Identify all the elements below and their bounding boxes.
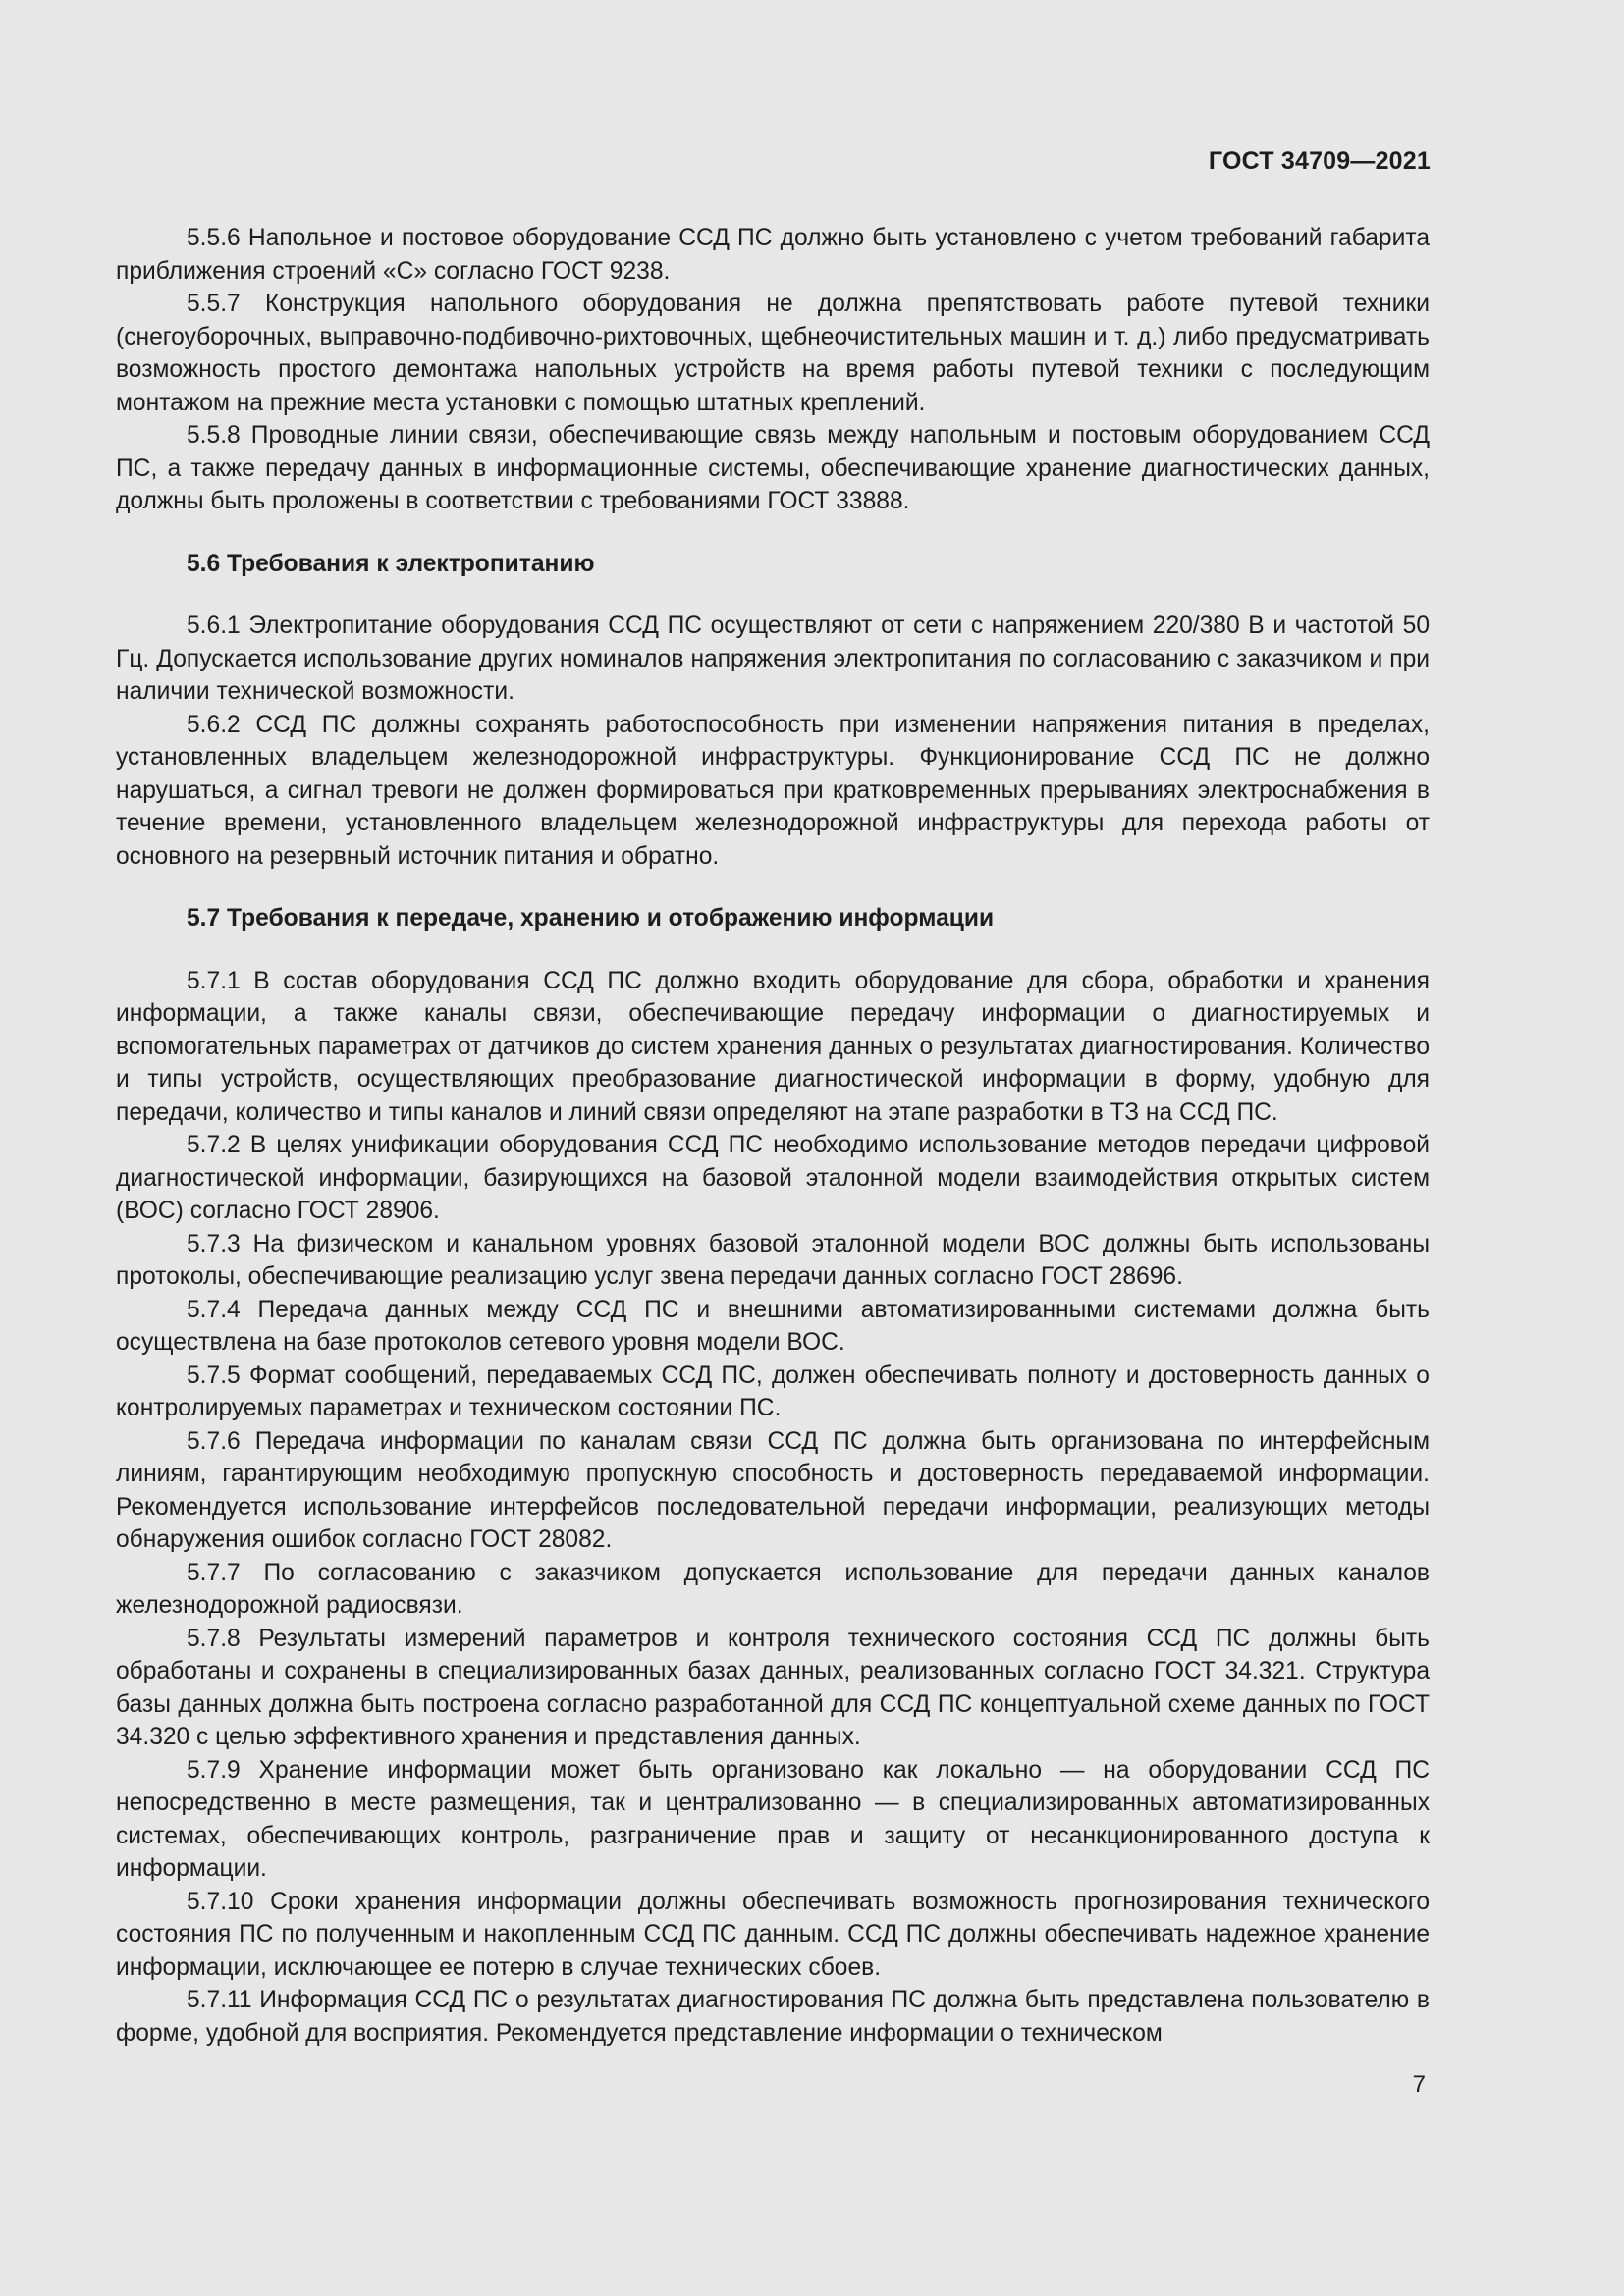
paragraph-5-6-1: 5.6.1 Электропитание оборудования ССД ПС осуществляют от сети с напряжением 220/380 В и частотой 50 Гц. Допускается использование других номиналов напряжения электропитания по согласованию с заказчиком и при наличии технической возможности. [116, 613, 1430, 705]
paragraph-5-7-2: 5.7.2 В целях унификации оборудования ССД ПС необходимо использование методов передачи цифровой диагностической информации, базирующихся на базовой эталонной модели взаимодействия открытых систем (ВОС) согласно ГОСТ 28906. [116, 1132, 1430, 1224]
paragraph-5-7-1: 5.7.1 В состав оборудования ССД ПС должно входить оборудование для сбора, обработки и хранения информации, а также каналы связи, обеспечивающие передачу информации о диагностируемых и вспомогательных параметрах от датчиков до систем хранения данных о результатах диагностирования. Количество и типы устройств, осуществляющих преобразование диагностической информации в форму, удобную для передачи, количество и типы каналов и линий связи определяют на этапе разработки в ТЗ на ССД ПС. [116, 967, 1430, 1126]
section-heading-5-6: 5.6 Требования к электропитанию [187, 550, 595, 577]
document-code: ГОСТ 34709—2021 [1208, 147, 1431, 175]
document-body [116, 222, 1430, 2050]
paragraph-5-7-5: 5.7.5 Формат сообщений, передаваемых ССД ПС, должен обеспечивать полноту и достоверность данных о контролируемых параметрах и техническом состоянии ПС. [116, 1362, 1430, 1421]
paragraph-5-7-4: 5.7.4 Передача данных между ССД ПС и внешними автоматизированными системами должна быть осуществлена на базе протоколов сетевого уровня модели ВОС. [116, 1296, 1430, 1356]
paragraph-5-5-8: 5.5.8 Проводные линии связи, обеспечивающие связь между напольным и постовым оборудованием ССД ПС, а также передачу данных в информационные системы, обеспечивающие хранение диагностических данных, должны быть проложены в соответствии с требованиями ГОСТ 33888. [116, 422, 1430, 514]
paragraph-5-7-7: 5.7.7 По согласованию с заказчиком допускается использование для передачи данных каналов железнодорожной радиосвязи. [116, 1559, 1430, 1619]
paragraph-5-5-6: 5.5.6 Напольное и постовое оборудование ССД ПС должно быть установлено с учетом требований габарита приближения строений «С» согласно ГОСТ 9238. [116, 225, 1430, 285]
paragraph-5-7-9: 5.7.9 Хранение информации может быть организовано как локально — на оборудовании ССД ПС непосредственно в месте размещения, так и централизованно — в специализированных автоматизированных системах, обеспечивающих контроль, разграничение прав и защиту от несанкционированного доступа к информации. [116, 1756, 1430, 1882]
paragraph-5-7-11: 5.7.11 Информация ССД ПС о результатах диагностирования ПС должна быть представлена пользователю в форме, удобной для восприятия. Рекомендуется представление информации о техническом [116, 1987, 1430, 2047]
paragraph-5-6-2: 5.6.2 ССД ПС должны сохранять работоспособность при изменении напряжения питания в пределах, установленных владельцем железнодорожной инфраструктуры. Функционирование ССД ПС не должно нарушаться, а сигнал тревоги не должен формироваться при кратковременных прерываниях электроснабжения в течение времени, установленного владельцем железнодорожной инфраструктуры для перехода работы от основного на резервный источник питания и обратно. [116, 711, 1430, 870]
paragraph-5-7-6: 5.7.6 Передача информации по каналам связи ССД ПС должна быть организована по интерфейсным линиям, гарантирующим необходимую пропускную способность и достоверность передаваемой информации. Рекомендуется использование интерфейсов последовательной передачи информации, реализующих методы обнаружения ошибок согласно ГОСТ 28082. [116, 1427, 1430, 1553]
section-heading-5-7: 5.7 Требования к передаче, хранению и отображению информации [187, 905, 995, 932]
paragraph-5-5-7: 5.5.7 Конструкция напольного оборудования не должна препятствовать работе путевой техники (снегоуборочных, выправочно-подбивочно-рихтовочных, щебнеочистительных машин и т. д.) либо предусматривать возможность простого демонтажа напольных устройств на время работы путевой техники с последующим монтажом на прежние места установки с помощью штатных креплений. [116, 291, 1430, 416]
paragraph-5-7-10: 5.7.10 Сроки хранения информации должны обеспечивать возможность прогнозирования технического состояния ПС по полученным и накопленным ССД ПС данным. ССД ПС должны обеспечивать надежное хранение информации, исключающее ее потерю в случае технических сбоев. [116, 1888, 1430, 1981]
paragraph-5-7-8: 5.7.8 Результаты измерений параметров и контроля технического состояния ССД ПС должны быть обработаны и сохранены в специализированных базах данных, реализованных согласно ГОСТ 34.321. Структура базы данных должна быть построена согласно разработанной для ССД ПС концептуальной схеме данных по ГОСТ 34.320 с целью эффективного хранения и представления данных. [116, 1625, 1430, 1750]
page-number: 7 [1412, 2071, 1426, 2098]
paragraph-5-7-3: 5.7.3 На физическом и канальном уровнях базовой эталонной модели ВОС должны быть использованы протоколы, обеспечивающие реализацию услуг звена передачи данных согласно ГОСТ 28696. [116, 1230, 1430, 1290]
